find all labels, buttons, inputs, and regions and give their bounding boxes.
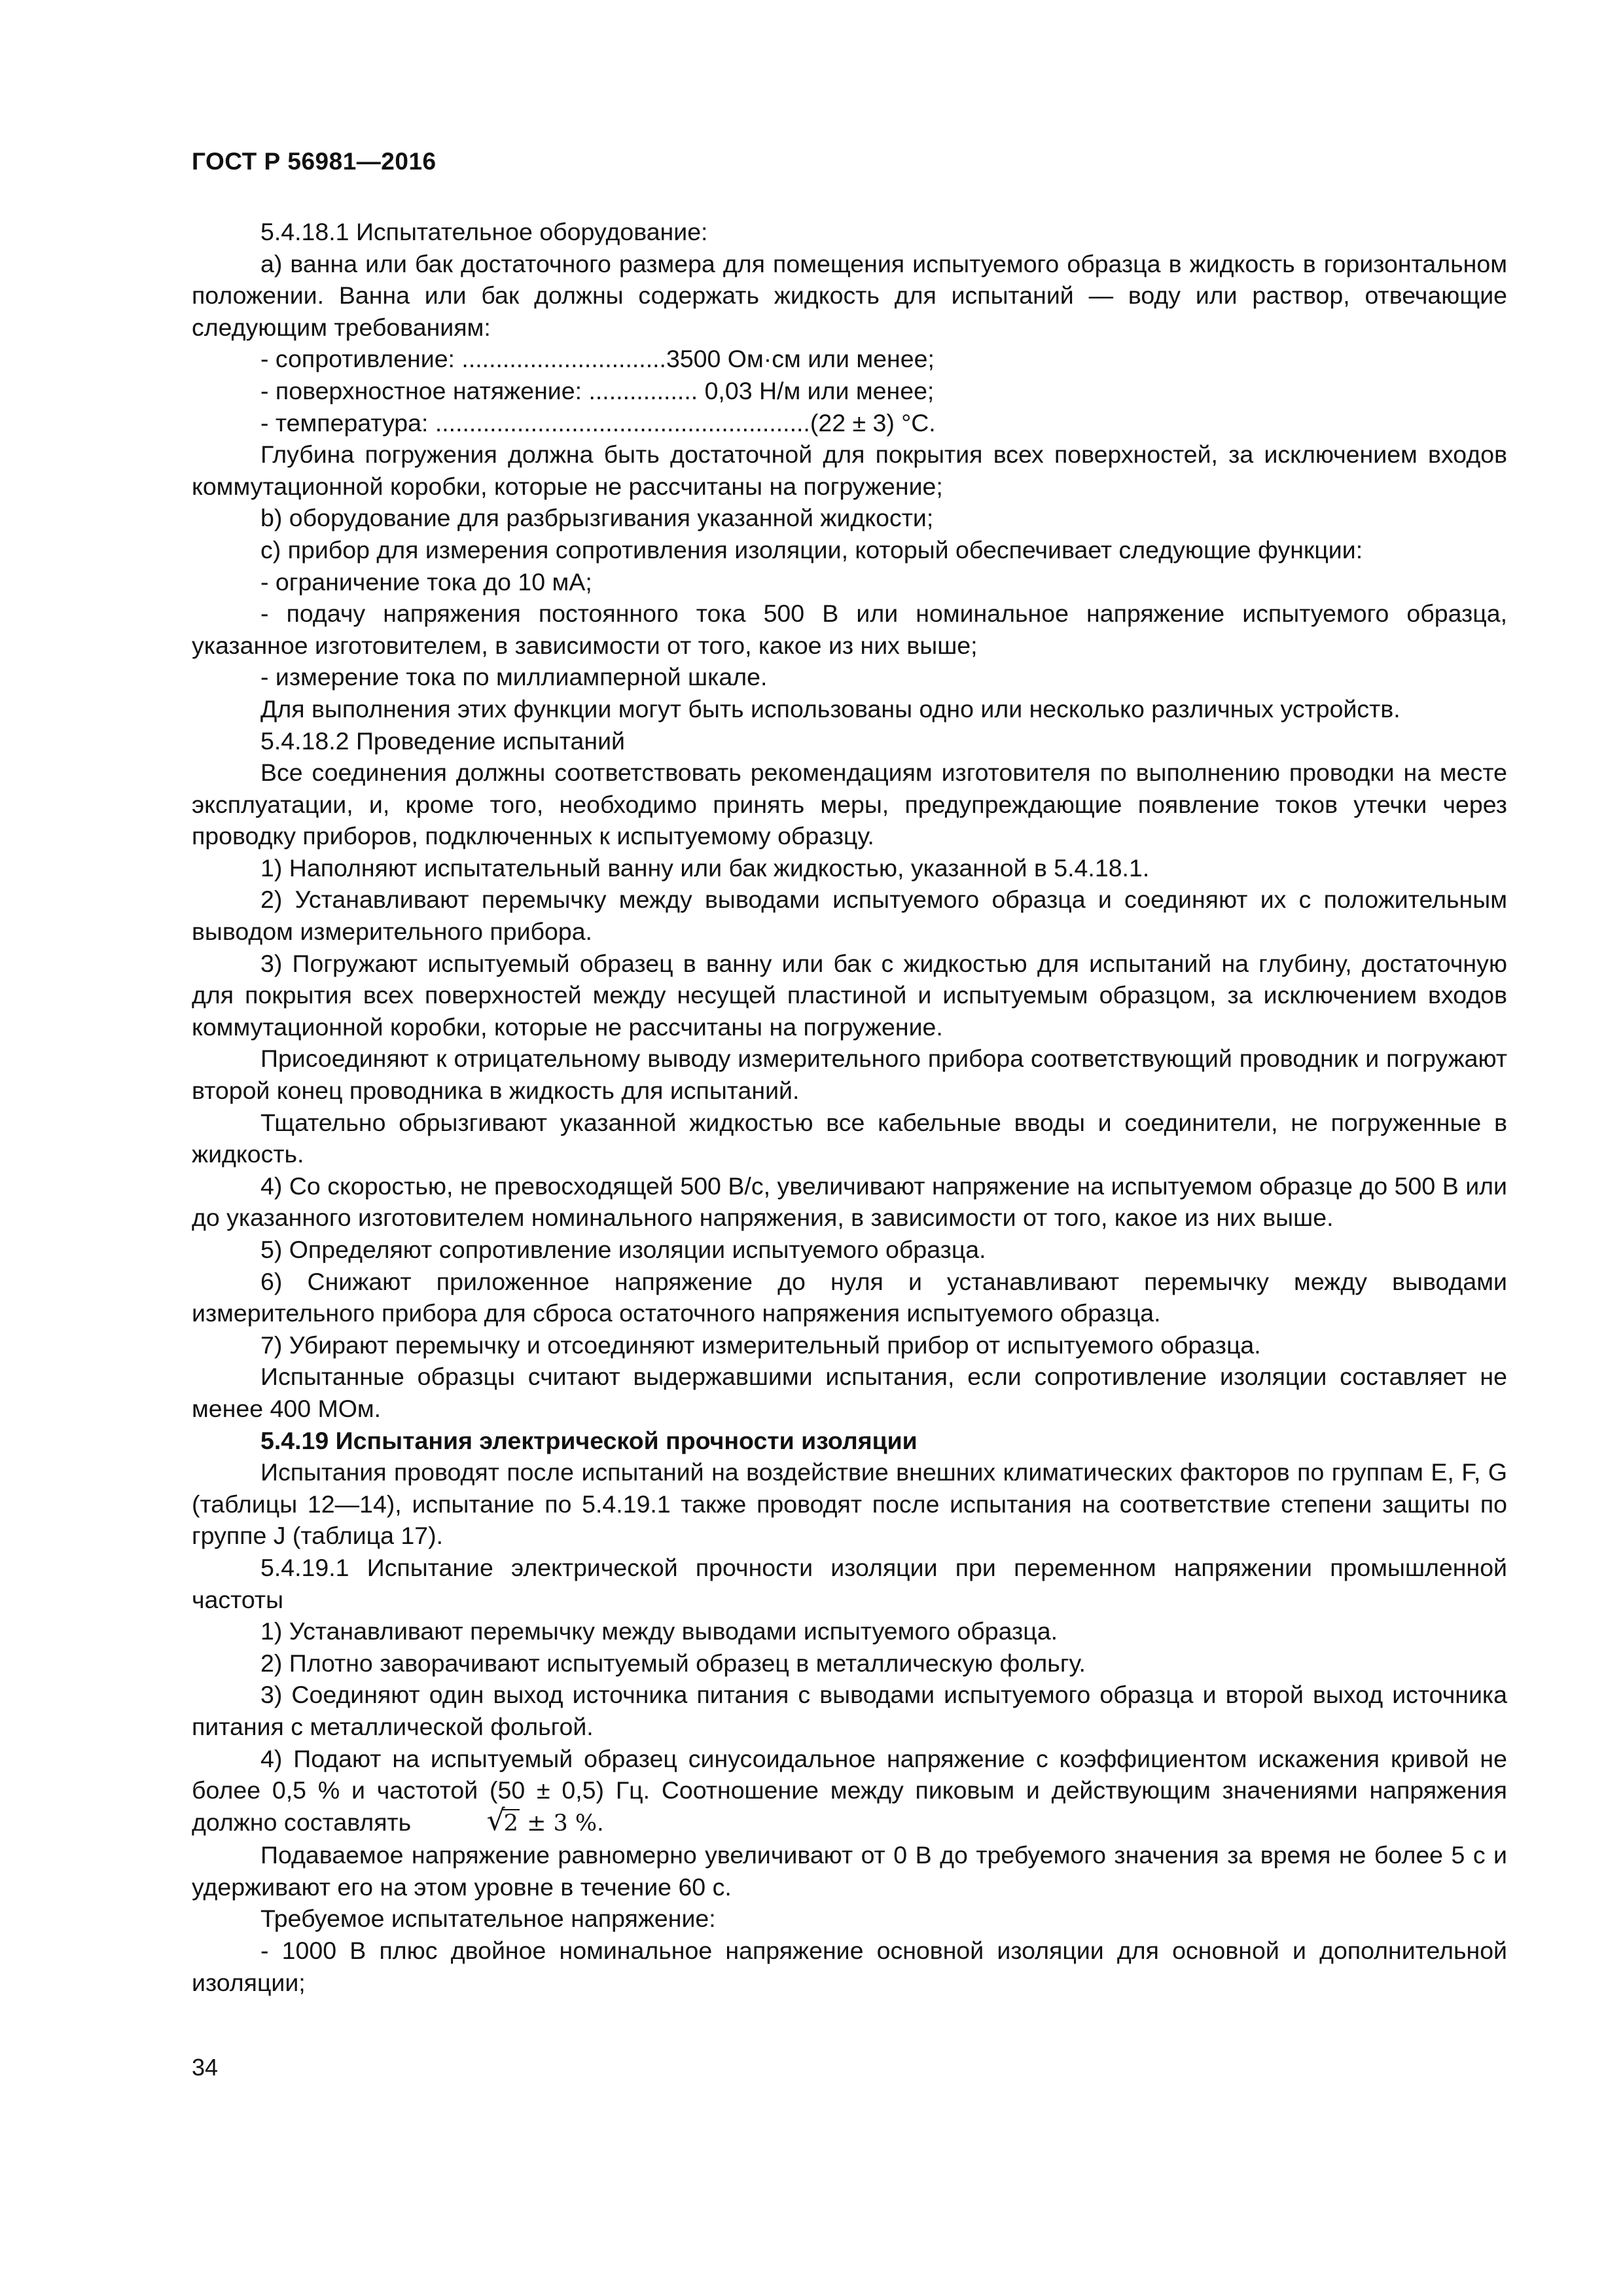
step-1: 1) Наполняют испытательный ванну или бак жидкостью, указанной в 5.4.18.1. — [260, 853, 1150, 882]
required-voltage-title: Требуемое испытательное напряжение: — [260, 1905, 716, 1933]
document-code-header: ГОСТ Р 56981—2016 — [192, 148, 437, 175]
radical-sign-icon: √ — [486, 1803, 505, 1837]
clause-5-4-19-title: 5.4.19 Испытания электрической прочности изоляции — [260, 1426, 918, 1454]
formula-tolerance: ± 3 % — [527, 1810, 597, 1837]
requirement-resistance: - сопротивление: ..............................3500 Ом·см или менее; — [260, 345, 935, 373]
paragraph-voltage-ramp: Подаваемое напряжение равномерно увеличивают от 0 В до требуемого значения за время не более 5 с и удерживают его на этом уровне в течение 60 с. — [192, 1841, 1507, 1901]
list-item-a: a) ванна или бак достаточного размера для помещения испытуемого образца в жидкость в горизонтальном положении. Ванна или бак должны содержать жидкость для испытаний — воду или раствор, отвечающие следующим требованиям: — [192, 249, 1507, 341]
paragraph-devices-note: Для выполнения этих функции могут быть использованы одно или несколько различных устройств. — [260, 694, 1400, 723]
list-item-c: c) прибор для измерения сопротивления изоляции, который обеспечивает следующие функции: — [260, 535, 1363, 564]
step-4: 4) Со скоростью, не превосходящей 500 В/с, увеличивают напряжение на испытуемом образце до 500 В или до указанного изготовителем номинального напряжения, в зависимости от того, какое из них выше. — [192, 1172, 1507, 1232]
step-3-connect: 3) Соединяют один выход источника питания с выводами испытуемого образца и второй выход источника питания с металлической фольгой. — [192, 1681, 1507, 1740]
step-4-sinusoidal-voltage — [192, 1743, 1507, 1840]
step-4-end: . — [597, 1808, 604, 1836]
required-voltage-item: - 1000 В плюс двойное номинальное напряжение основной изоляции для основной и дополнительной изоляции; — [192, 1937, 1507, 1996]
step-2: 2) Устанавливают перемычку между выводами испытуемого образца и соединяют их с положительным выводом измерительного прибора. — [192, 886, 1507, 946]
document-body — [192, 216, 1507, 1998]
requirement-temperature: - температура: .......................................................(22 ± 3) °C. — [260, 408, 936, 437]
paragraph-spraying: Тщательно обрызгивают указанной жидкостью все кабельные вводы и соединители, не погруженные в жидкость. — [192, 1108, 1507, 1168]
step-7: 7) Убирают перемычку и отсоединяют измерительный прибор от испытуемого образца. — [260, 1331, 1261, 1359]
paragraph-immersion-depth: Глубина погружения должна быть достаточной для покрытия всех поверхностей, за исключением входов коммутационной коробки, которые не рассчитаны на погружение; — [192, 440, 1507, 500]
paragraph-pass-criteria: Испытанные образцы считают выдержавшими испытания, если сопротивление изоляции составляет не менее 400 МОм. — [192, 1363, 1507, 1422]
page-number: 34 — [192, 2054, 219, 2081]
clause-5-4-18-1-title: 5.4.18.1 Испытательное оборудование: — [260, 218, 708, 245]
paragraph-connections: Все соединения должны соответствовать рекомендациям изготовителя по выполнению проводки на месте эксплуатации, и, кроме того, необходимо принять меры, предупреждающие появление токов утечки через проводку приборов, подключенных к испытуемому образцу. — [192, 759, 1507, 850]
clause-5-4-19-1-title: 5.4.19.1 Испытание электрической прочности изоляции при переменном напряжении промышленной частоты — [192, 1553, 1507, 1613]
list-item-b: b) оборудование для разбрызгивания указанной жидкости; — [260, 504, 934, 532]
paragraph-test-groups: Испытания проводят после испытаний на воздействие внешних климатических факторов по группам E, F, G (таблицы 12—14), испытание по 5.4.19.1 также проводят после испытания на соответствие степени защиты по группе J (таблица 17). — [192, 1458, 1507, 1550]
function-current-measurement: - измерение тока по миллиамперной шкале. — [260, 663, 768, 691]
step-2-foil: 2) Плотно заворачивают испытуемый образец в металлическую фольгу. — [260, 1649, 1086, 1677]
requirement-surface-tension: - поверхностное натяжение: ................ 0,03 Н/м или менее; — [260, 376, 935, 404]
peak-to-rms-formula — [418, 1803, 597, 1837]
paragraph-negative-terminal: Присоединяют к отрицательному выводу измерительного прибора соответствующий проводник и погружают второй конец проводника в жидкость для испытаний. — [192, 1045, 1507, 1105]
function-voltage-supply: - подачу напряжения постоянного тока 500 В или номинальное напряжение испытуемого образца, указанное изготовителем, в зависимости от того, какое из них выше; — [192, 600, 1507, 659]
step-6: 6) Снижают приложенное напряжение до нуля и устанавливают перемычку между выводами измерительного прибора для сброса остаточного напряжения испытуемого образца. — [192, 1267, 1507, 1327]
clause-5-4-18-2-title: 5.4.18.2 Проведение испытаний — [260, 726, 625, 755]
sqrt-radicand: 2 — [503, 1810, 518, 1837]
step-1-jumper: 1) Устанавливают перемычку между выводами испытуемого образца. — [260, 1617, 1058, 1645]
step-4-text: 4) Подают на испытуемый образец синусоидальное напряжение с коэффициентом искажения кривой не более 0,5 % и частотой (50 ± 0,5) Гц. Соотношение между пиковым и действующим значениями напряжения должно составлять — [192, 1744, 1507, 1836]
step-5: 5) Определяют сопротивление изоляции испытуемого образца. — [260, 1236, 986, 1263]
function-current-limit: - ограничение тока до 10 мА; — [260, 567, 592, 596]
square-root — [418, 1803, 520, 1840]
step-3: 3) Погружают испытуемый образец в ванну или бак с жидкостью для испытаний на глубину, достаточную для покрытия всех поверхностей между несущей пластиной и испытуемым образцом, за исключением входов коммутационной коробки, которые не рассчитаны на погружение. — [192, 949, 1507, 1041]
